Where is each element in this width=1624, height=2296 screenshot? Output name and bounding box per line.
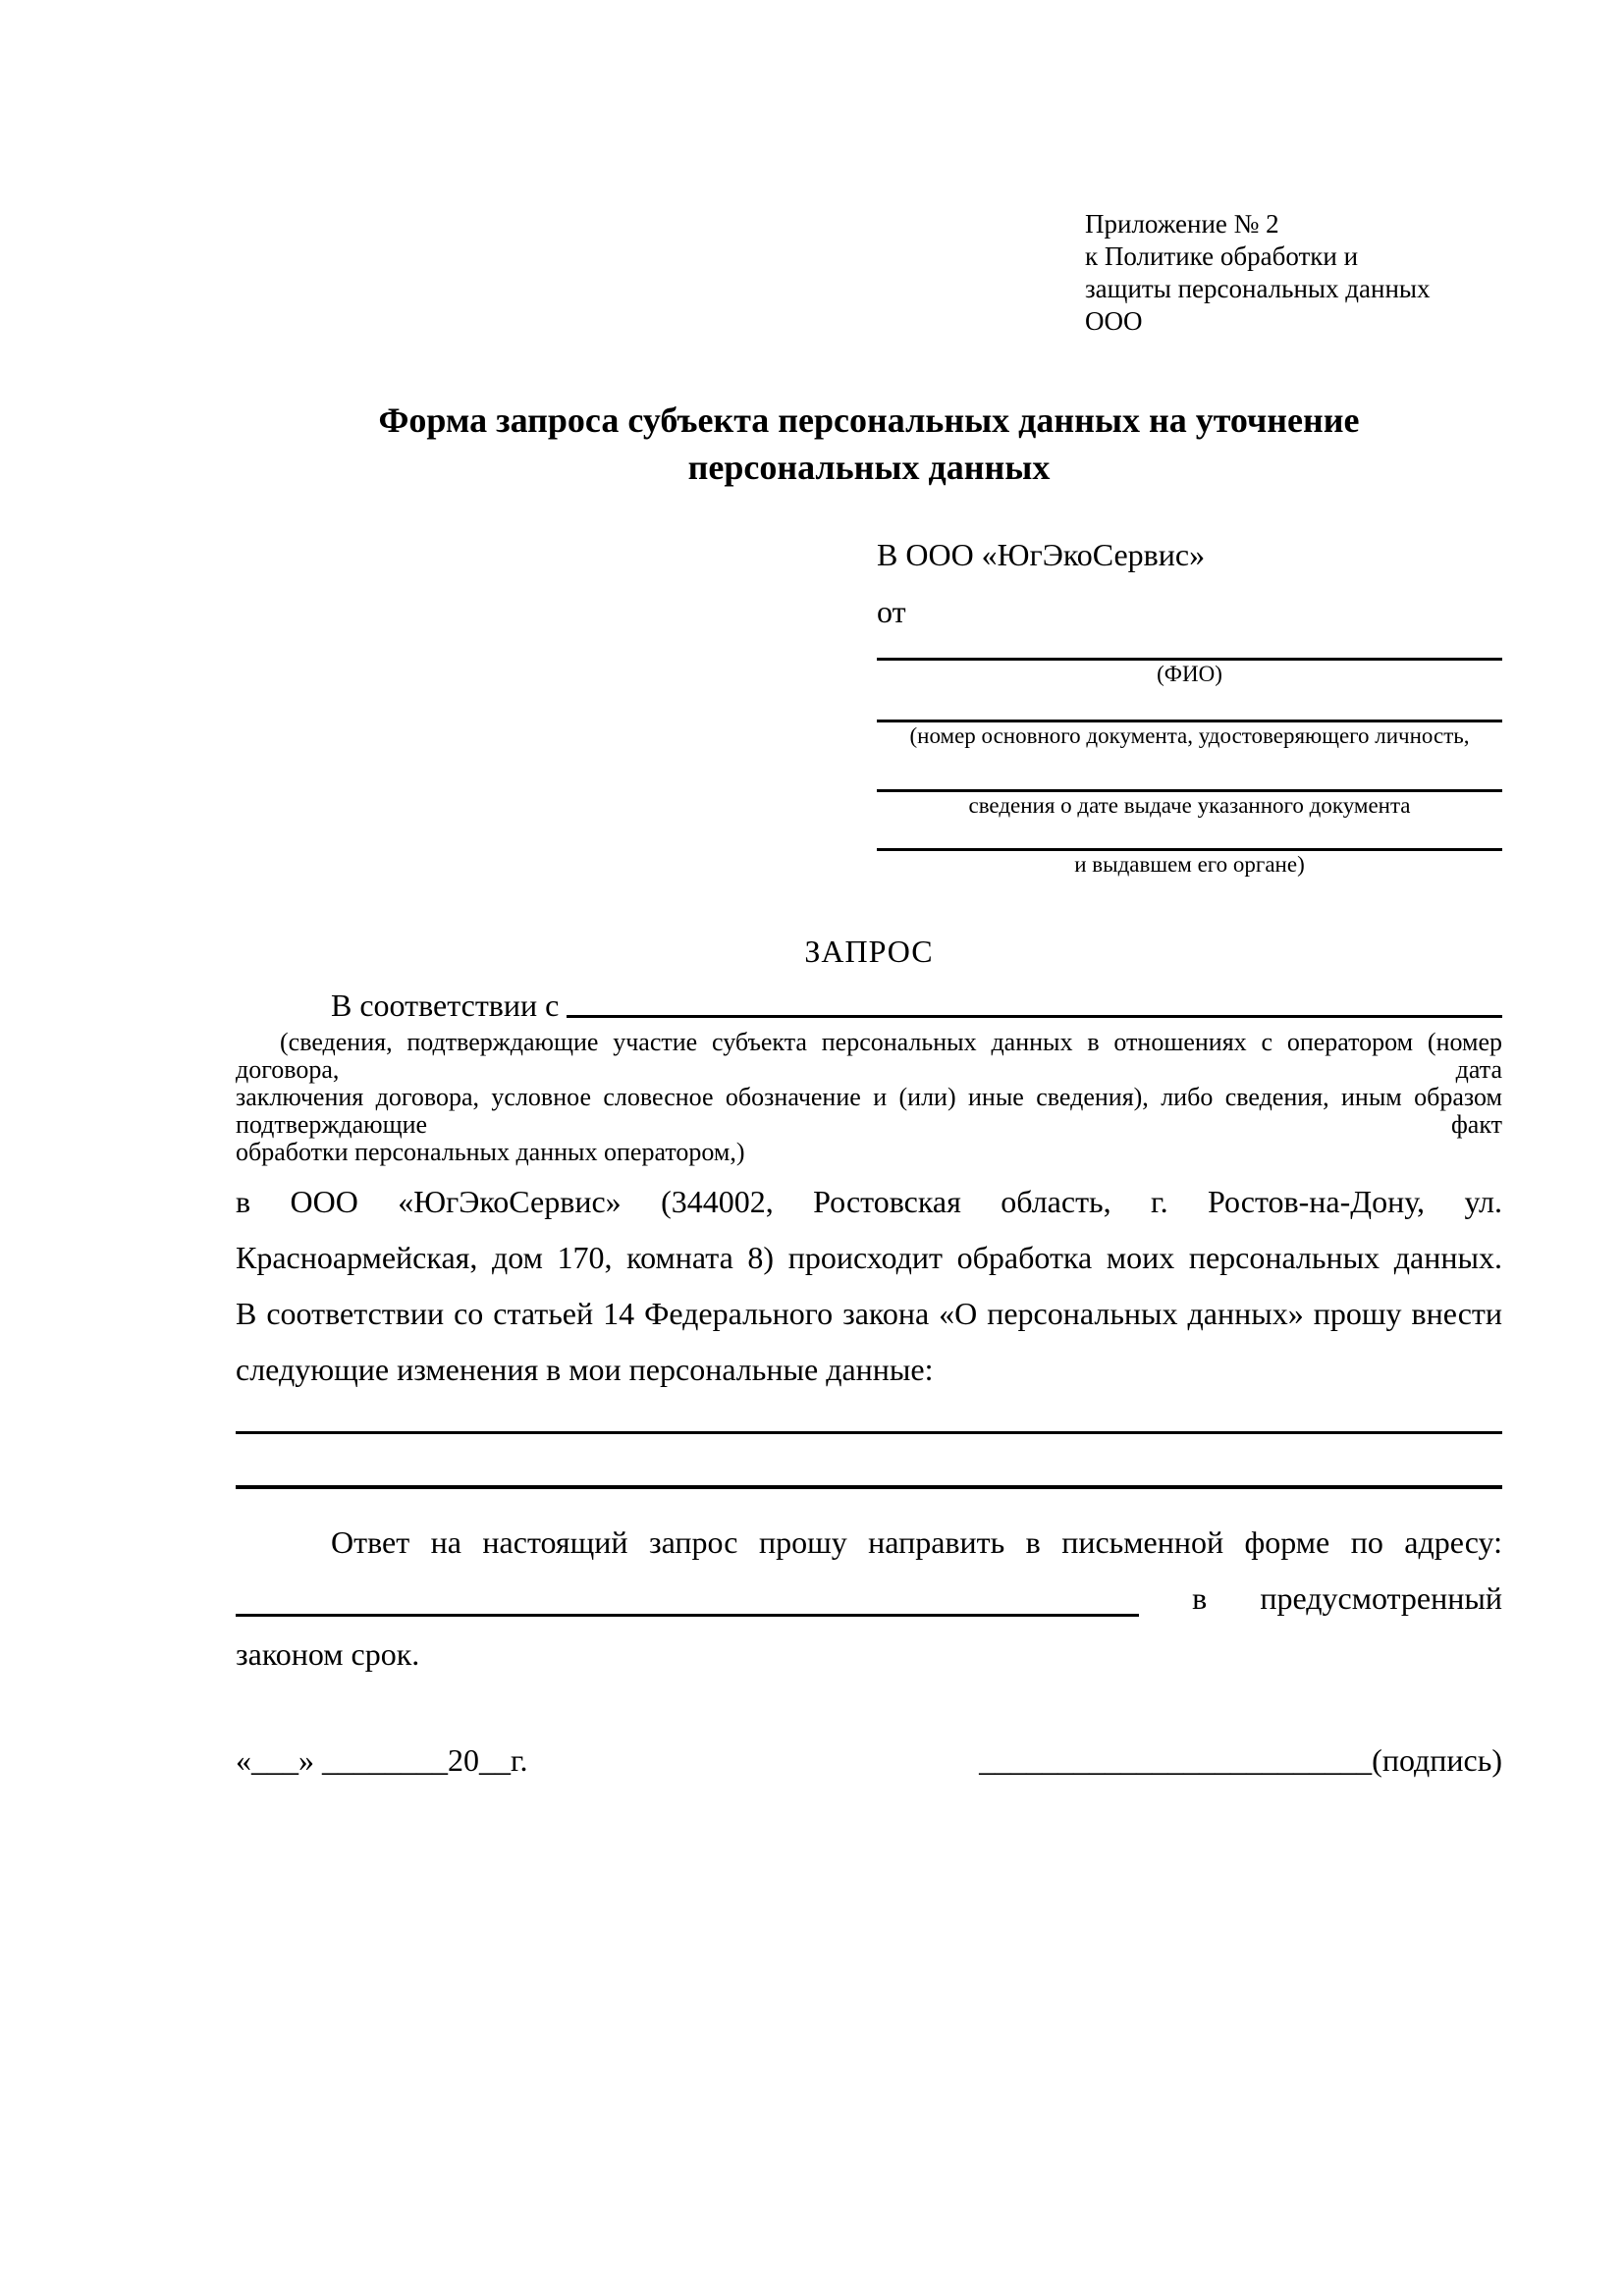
small-print-line: заключения договора, условное словесное обозначение и (или) иные сведения), либо сведения, иным образом подтверждающие факт [236, 1083, 1502, 1139]
fio-caption: (ФИО) [1157, 662, 1222, 686]
document-issue-date-caption: сведения о дате выдаче указанного документа [968, 793, 1411, 818]
signature-blank-line: _________________________ [979, 1742, 1373, 1778]
accordance-lead-text: В соответствии с [331, 988, 560, 1023]
reply-word: в [1192, 1580, 1208, 1616]
annex-block [1085, 208, 1502, 338]
annex-line: Приложение № 2 [1085, 209, 1279, 239]
reply-word: предусмотренный [1260, 1580, 1502, 1616]
annex-line: к Политике обработки и [1085, 241, 1359, 271]
changes-blank-line [236, 1398, 1502, 1434]
changes-blank-line [236, 1434, 1502, 1489]
body-line: следующие изменения в мои персональные данные: [236, 1352, 934, 1387]
small-print-line: (сведения, подтверждающие участие субъекта персональных данных в отношениях с оператором (номер договора, дата [236, 1028, 1502, 1084]
document-number-blank-line [877, 688, 1502, 722]
signature-caption: (подпись) [1372, 1742, 1502, 1778]
date-blank: «___» ________20__г. [236, 1742, 528, 1778]
document-number-caption: (номер основного документа, удостоверяющего личность, [909, 723, 1470, 748]
page-title-line: персональных данных [687, 448, 1051, 487]
addressee-organization: В ООО «ЮгЭкоСервис» [877, 537, 1206, 572]
reply-paragraph [236, 1515, 1502, 1682]
body-paragraph [236, 1174, 1502, 1398]
fio-blank-line [877, 630, 1502, 661]
accordance-blank-line [567, 1015, 1502, 1018]
signature-area [979, 1741, 1502, 1779]
page-title [236, 397, 1502, 491]
page-title-line: Форма запроса субъекта персональных данных на уточнение [378, 400, 1360, 440]
reply-line: законом срок. [236, 1636, 420, 1672]
small-print-line: обработки персональных данных оператором,) [236, 1138, 745, 1166]
small-print-note [236, 1029, 1502, 1166]
document-issuer-blank-line [877, 820, 1502, 851]
body-line: В соответствии со статьей 14 Федерального закона «О персональных данных» прошу внести [236, 1296, 1502, 1331]
document-issue-date-blank-line [877, 750, 1502, 792]
annex-line: защиты персональных данных [1085, 274, 1431, 303]
addressee-block [877, 536, 1502, 879]
document-issuer-caption: и выдавшем его органе) [1074, 852, 1305, 877]
addressee-from-label: от [877, 594, 906, 629]
request-heading: ЗАПРОС [804, 934, 934, 969]
annex-line: ООО [1085, 306, 1143, 336]
address-blank-line [236, 1614, 1139, 1617]
accordance-line [236, 987, 1502, 1024]
date-signature-row [236, 1741, 1502, 1779]
body-line: Красноармейская, дом 170, комната 8) происходит обработка моих персональных данных. [236, 1240, 1502, 1275]
reply-line: Ответ на настоящий запрос прошу направить в письменной форме по адресу: [331, 1524, 1502, 1560]
reply-address-row [236, 1571, 1502, 1627]
body-line: в ООО «ЮгЭкоСервис» (344002, Ростовская область, г. Ростов-на-Дону, ул. [236, 1184, 1502, 1219]
